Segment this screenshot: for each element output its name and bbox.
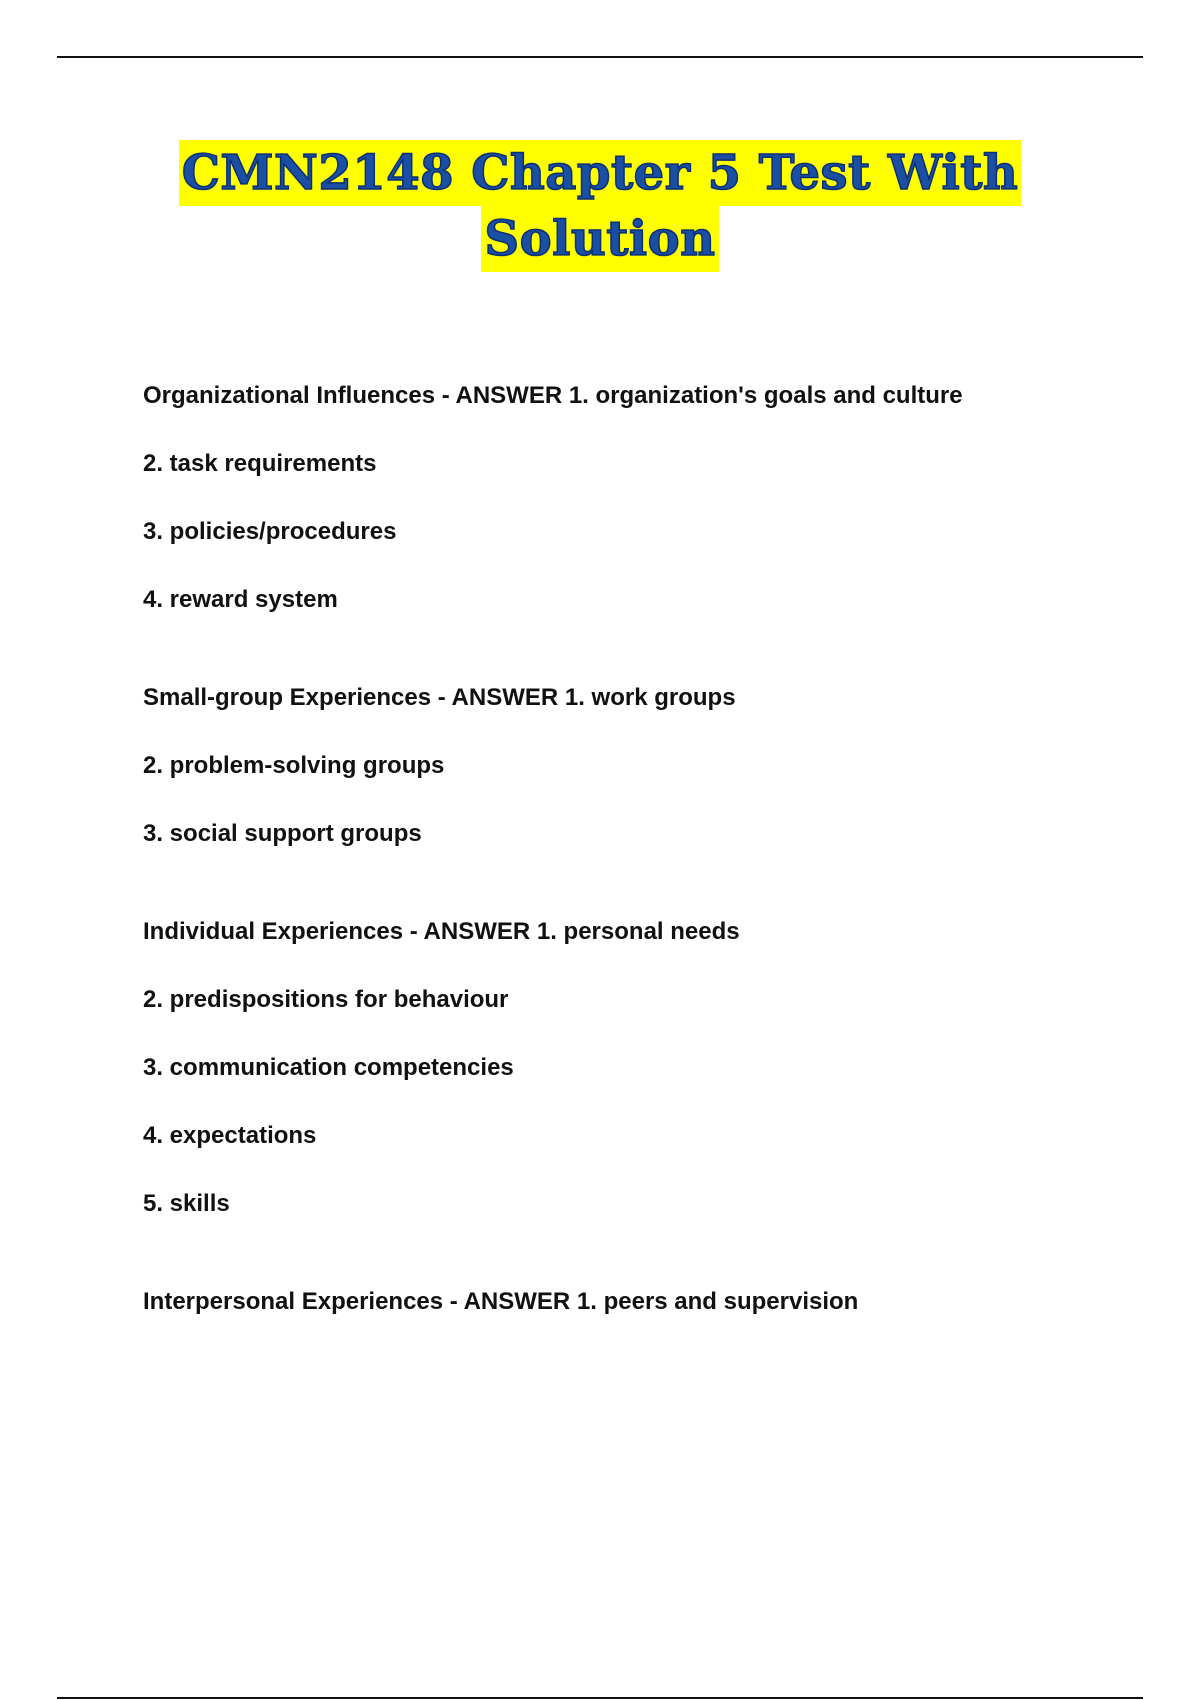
top-rule [57, 56, 1143, 58]
section-organizational-influences [143, 380, 1103, 616]
answer-line: 4. reward system [143, 586, 338, 613]
title-line-2: Solution [481, 206, 718, 272]
answer-line: 4. expectations [143, 1122, 317, 1149]
question-line: Organizational Influences - ANSWER 1. organization's goals and culture [143, 382, 963, 409]
section-interpersonal-experiences [143, 1286, 1103, 1318]
answer-line: 3. communication competencies [143, 1054, 514, 1081]
question-line: Individual Experiences - ANSWER 1. personal needs [143, 918, 740, 945]
document-body [143, 380, 1103, 1318]
answer-line: 2. problem-solving groups [143, 752, 445, 779]
answer-line: 5. skills [143, 1190, 230, 1217]
section-individual-experiences [143, 916, 1103, 1220]
answer-line: 3. social support groups [143, 820, 422, 847]
answer-line: 3. policies/procedures [143, 518, 397, 545]
question-line: Interpersonal Experiences - ANSWER 1. peers and supervision [143, 1288, 859, 1315]
section-small-group-experiences [143, 682, 1103, 850]
bottom-rule [57, 1697, 1143, 1699]
answer-line: 2. task requirements [143, 450, 377, 477]
title-line-1: CMN2148 Chapter 5 Test With [179, 140, 1022, 206]
question-line: Small-group Experiences - ANSWER 1. work groups [143, 684, 736, 711]
answer-line: 2. predispositions for behaviour [143, 986, 509, 1013]
document-title [100, 140, 1100, 272]
